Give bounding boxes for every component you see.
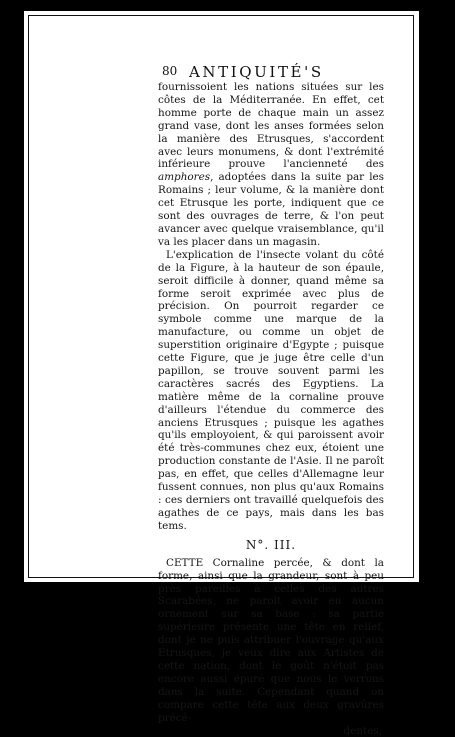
- body-text: [158, 81, 384, 737]
- paragraph-2: L'explication de l'insecte volant du côté de la Figure, à la hauteur de son épaule, seroit difficile à donner, quand même sa forme seroit exprimée avec plus de précision. On pourroit regarder ce symbole comme une marque de la manufacture, ou comme un objet de superstition originaire d'Egypte ; puisque cette Figure, que je juge être celle d'un papillon, se trouve souvent parmi les caractères sacrés des Egyptiens. La matière même de la cornaline prouve d'ailleurs l'étendue du commerce des anciens Etrusques ; puisque les agathes qu'ils employoient, & qui paroissent avoir été très-communes chez eux, étoient une production constante de l'Asie. Il ne paroît pas, en effet, que celles d'Allemagne leur fussent connues, non plus qu'aux Romains : ces derniers ont travaillé quelquefois des agathes de ce pays, mais dans les bas tems.: [158, 249, 384, 533]
- catchword: dentes,: [158, 725, 384, 737]
- paragraph-1-text: fournissoient les nations situées sur les côtes de la Méditerranée. En effet, cet homme porte de chaque main un assez grand vase, dont les anses formées selon la manière des Etrusques, s'accordent avec leurs monumens, & dont l'extrémité inférieure prouve l'ancienneté des: [158, 81, 384, 170]
- running-title: ANTIQUITÉ'S: [189, 63, 324, 81]
- book-page: [24, 11, 419, 582]
- paragraph-3: CETTE Cornaline percée, & dont la forme, ainsi que la grandeur, sont à peu près pareilles à celles des autres Scarabées, ne paroît avoir eu aucun ornement sur sa base : sa partie supérieure présente une tête en relief, dont je ne puis attribuer l'ouvrage qu'aux Etrusques, je veux dire aux Artistes de cette nation, dont le goût n'étoit pas encore aussi épuré que nous le verrons dans la suite. Cependant quand on compare cette tête aux deux gravûres précé-: [158, 557, 384, 725]
- page-header: [162, 64, 372, 82]
- paragraph-1-end: , adoptées dans la suite par les Romains ; leur volume, & la manière dont cet Etrusque les porte, indiquent que ce sont des ouvrages de terre, & l'on peut avancer avec quelque vraisemblance, qu'il va les placer dans un magasin.: [158, 171, 384, 248]
- paragraph-1: [158, 81, 384, 249]
- italic-term: amphores: [158, 171, 210, 183]
- section-heading: N°. III.: [158, 538, 384, 552]
- page-number: 80: [162, 64, 177, 78]
